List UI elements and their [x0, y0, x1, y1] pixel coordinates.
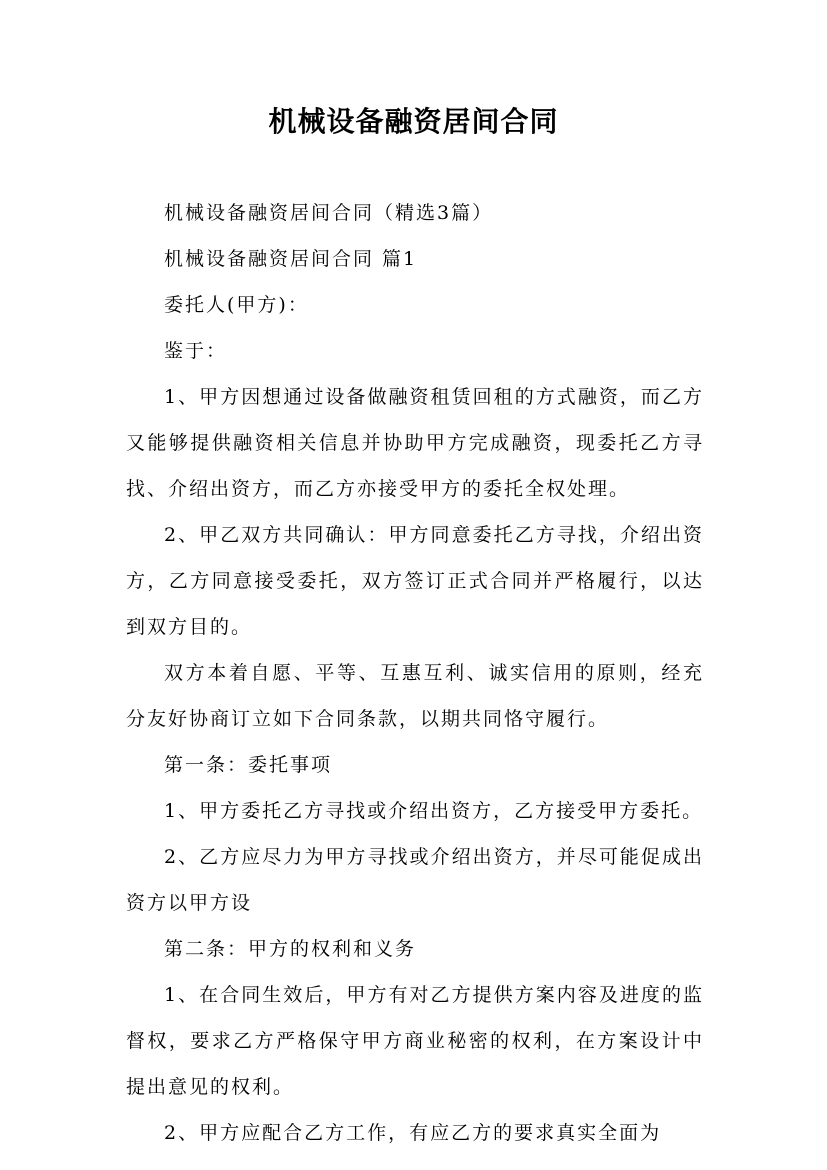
paragraph-whereas-1: 1、甲方因想通过设备做融资租赁回租的方式融资，而乙方又能够提供融资相关信息并协助甲方完成融资，现委托乙方寻找、介绍出资方，而乙方亦接受甲方的委托全权处理。 [126, 386, 704, 500]
document-title: 机械设备融资居间合同 [268, 105, 559, 138]
paragraph-article-2-item-1: 1、在合同生效后，甲方有对乙方提供方案内容及进度的监督权，要求乙方严格保守甲方商业秘密的权利，在方案设计中提出意见的权利。 [126, 984, 704, 1098]
paragraph-article-2-item-2: 2、甲方应配合乙方工作，有应乙方的要求真实全面为 [164, 1122, 662, 1144]
paragraph-client: 委托人(甲方)： [164, 294, 309, 316]
section-heading-article-2: 第二条：甲方的权利和义务 [164, 938, 417, 960]
paragraph-part-heading: 机械设备融资居间合同 篇1 [164, 248, 418, 270]
document-body [126, 190, 704, 1156]
paragraph-whereas: 鉴于： [164, 340, 228, 362]
paragraph-article-1-item-2: 2、乙方应尽力为甲方寻找或介绍出资方，并尽可能促成出资方以甲方设 [126, 846, 704, 914]
paragraph-principles: 双方本着自愿、平等、互惠互利、诚实信用的原则，经充分友好协商订立如下合同条款，以期共同恪守履行。 [126, 662, 704, 730]
section-heading-article-1: 第一条：委托事项 [164, 754, 333, 776]
paragraph-whereas-2: 2、甲乙双方共同确认：甲方同意委托乙方寻找，介绍出资方，乙方同意接受委托，双方签订正式合同并严格履行，以达到双方目的。 [126, 524, 704, 638]
paragraph-article-1-item-1: 1、甲方委托乙方寻找或介绍出资方，乙方接受甲方委托。 [164, 800, 704, 822]
paragraph-intro-heading: 机械设备融资居间合同（精选3篇） [164, 202, 494, 224]
